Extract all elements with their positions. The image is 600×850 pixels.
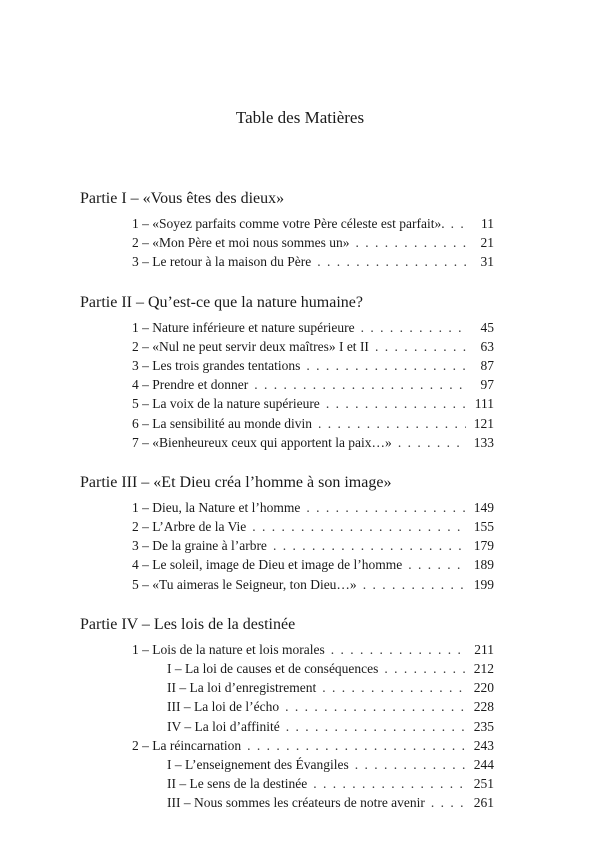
toc-entry xyxy=(80,375,494,394)
dot-leader xyxy=(285,697,466,716)
toc-entry xyxy=(80,697,494,716)
dot-leader xyxy=(384,659,466,678)
toc-entry-label: 4 – Le soleil, image de Dieu et image de l’homme xyxy=(132,557,403,573)
toc-entry-label: II – La loi d’enregistrement xyxy=(167,680,317,696)
toc-entry xyxy=(80,659,494,678)
dot-leader xyxy=(331,640,466,659)
part-heading: Partie IV – Les lois de la destinée xyxy=(80,615,296,633)
toc-entry-label: IV – La loi d’affinité xyxy=(167,718,280,734)
toc-entry-page-number: 155 xyxy=(473,519,494,535)
toc-entry xyxy=(80,233,494,252)
toc-entry xyxy=(80,717,494,736)
part-entry-list xyxy=(80,214,494,272)
toc-entry-page-number: 261 xyxy=(473,795,494,811)
dot-leader xyxy=(273,536,466,555)
toc-entry-page-number: 133 xyxy=(473,434,494,450)
toc-entry xyxy=(80,394,494,413)
toc-entry xyxy=(80,678,494,697)
toc-entry-page-number: 149 xyxy=(473,499,494,515)
toc-entry xyxy=(80,555,494,574)
toc-entry-label: 3 – De la graine à l’arbre xyxy=(132,538,267,554)
toc-entry xyxy=(80,356,494,375)
toc-entry-label: 1 – Nature inférieure et nature supérieure xyxy=(132,319,355,335)
toc-entry xyxy=(80,252,494,271)
toc-entry-label: 3 – Le retour à la maison du Père xyxy=(132,254,312,270)
dot-leader xyxy=(322,678,466,697)
toc-entry xyxy=(80,433,494,452)
toc-entry-page-number: 63 xyxy=(480,338,494,354)
part-heading: Partie III – «Et Dieu créa l’homme à son image» xyxy=(80,473,392,491)
toc-entry xyxy=(80,774,494,793)
part-heading: Partie II – Qu’est-ce que la nature humaine? xyxy=(80,293,363,311)
toc-entry-label: 3 – Les trois grandes tentations xyxy=(132,357,301,373)
toc-entry-label: 1 – «Soyez parfaits comme votre Père céleste est parfait». xyxy=(132,216,445,231)
part-heading: Partie I – «Vous êtes des dieux» xyxy=(80,190,285,207)
toc-entry-label: II – Le sens de la destinée xyxy=(167,776,308,792)
dot-leader xyxy=(247,736,466,755)
toc-entry xyxy=(80,498,494,517)
dot-leader xyxy=(355,755,466,774)
dot-leader xyxy=(318,414,466,433)
dot-leader xyxy=(306,498,466,517)
toc-entry-label: 6 – La sensibilité au monde divin xyxy=(132,415,312,431)
toc-entry-page-number: 189 xyxy=(473,557,494,573)
part-entry-list xyxy=(80,318,494,452)
toc-entry-label: 2 – «Mon Père et moi nous sommes un» xyxy=(132,235,350,251)
toc-entry-label: 4 – Prendre et donner xyxy=(132,377,249,393)
toc-entry xyxy=(80,536,494,555)
page-title: Table des Matières xyxy=(235,108,365,127)
part-entry-list xyxy=(80,640,494,813)
toc-entry-page-number: 31 xyxy=(480,254,494,270)
toc-entry-label: 2 – La réincarnation xyxy=(132,737,242,753)
toc-entry-page-number: 235 xyxy=(473,718,494,734)
toc-entry-page-number: 212 xyxy=(473,661,494,676)
toc-entry-page-number: 179 xyxy=(473,538,494,554)
toc-entry-page-number: 251 xyxy=(473,776,494,792)
toc-entry-page-number: 111 xyxy=(474,396,494,412)
toc-entry xyxy=(80,414,494,433)
toc-entry-page-number: 220 xyxy=(473,680,494,696)
toc-entry xyxy=(80,214,494,233)
dot-leader xyxy=(408,555,466,574)
toc-entry xyxy=(80,640,494,659)
toc-entry xyxy=(80,736,494,755)
toc-entry-label: III – La loi de l’écho xyxy=(167,699,280,715)
dot-leader xyxy=(361,318,466,337)
dot-leader xyxy=(252,517,466,536)
toc-entry-page-number: 211 xyxy=(474,641,494,657)
dot-leader xyxy=(254,375,466,394)
toc-entry xyxy=(80,755,494,774)
dot-leader xyxy=(286,717,466,736)
dot-leader xyxy=(398,433,466,452)
toc-entry-page-number: 199 xyxy=(473,576,494,592)
toc-entry-page-number: 87 xyxy=(480,357,494,373)
dot-leader xyxy=(356,233,467,252)
dot-leader xyxy=(326,394,466,413)
part-entry-list xyxy=(80,498,494,594)
dot-leader xyxy=(313,774,466,793)
toc-entry xyxy=(80,517,494,536)
dot-leader xyxy=(431,793,466,812)
toc-entry-page-number: 244 xyxy=(473,756,494,772)
toc-entry-label: 2 – L’Arbre de la Vie xyxy=(132,519,247,535)
toc-entry-label: 7 – «Bienheureux ceux qui apportent la paix…» xyxy=(132,434,392,450)
toc-entry xyxy=(80,318,494,337)
dot-leader xyxy=(363,575,466,594)
toc-entry xyxy=(80,575,494,594)
toc-entry-label: I – L’enseignement des Évangiles xyxy=(167,756,349,772)
toc-entry-page-number: 11 xyxy=(481,216,494,231)
dot-leader xyxy=(306,356,466,375)
dot-leader xyxy=(375,337,466,356)
toc-entry-page-number: 21 xyxy=(480,235,494,251)
toc-entry-label: 5 – «Tu aimeras le Seigneur, ton Dieu…» xyxy=(132,576,357,592)
toc-entry-page-number: 97 xyxy=(480,377,494,393)
toc-entry-label: III – Nous sommes les créateurs de notre avenir xyxy=(167,795,425,811)
toc-entry-page-number: 228 xyxy=(473,699,494,715)
toc-entry-page-number: 243 xyxy=(473,737,494,753)
dot-leader xyxy=(451,214,466,233)
toc-entry-label: 1 – Dieu, la Nature et l’homme xyxy=(132,499,301,515)
toc-entry-label: 5 – La voix de la nature supérieure xyxy=(132,396,320,412)
toc-entry-label: 1 – Lois de la nature et lois morales xyxy=(132,641,325,657)
toc-entry-page-number: 121 xyxy=(473,415,494,431)
toc-entry-label: I – La loi de causes et de conséquences xyxy=(167,661,379,676)
toc-entry xyxy=(80,337,494,356)
dot-leader xyxy=(317,252,466,271)
toc-entry-label: 2 – «Nul ne peut servir deux maîtres» I et II xyxy=(132,338,369,354)
toc-entry xyxy=(80,793,494,812)
toc-entry-page-number: 45 xyxy=(480,319,494,335)
table-of-contents xyxy=(80,188,494,833)
